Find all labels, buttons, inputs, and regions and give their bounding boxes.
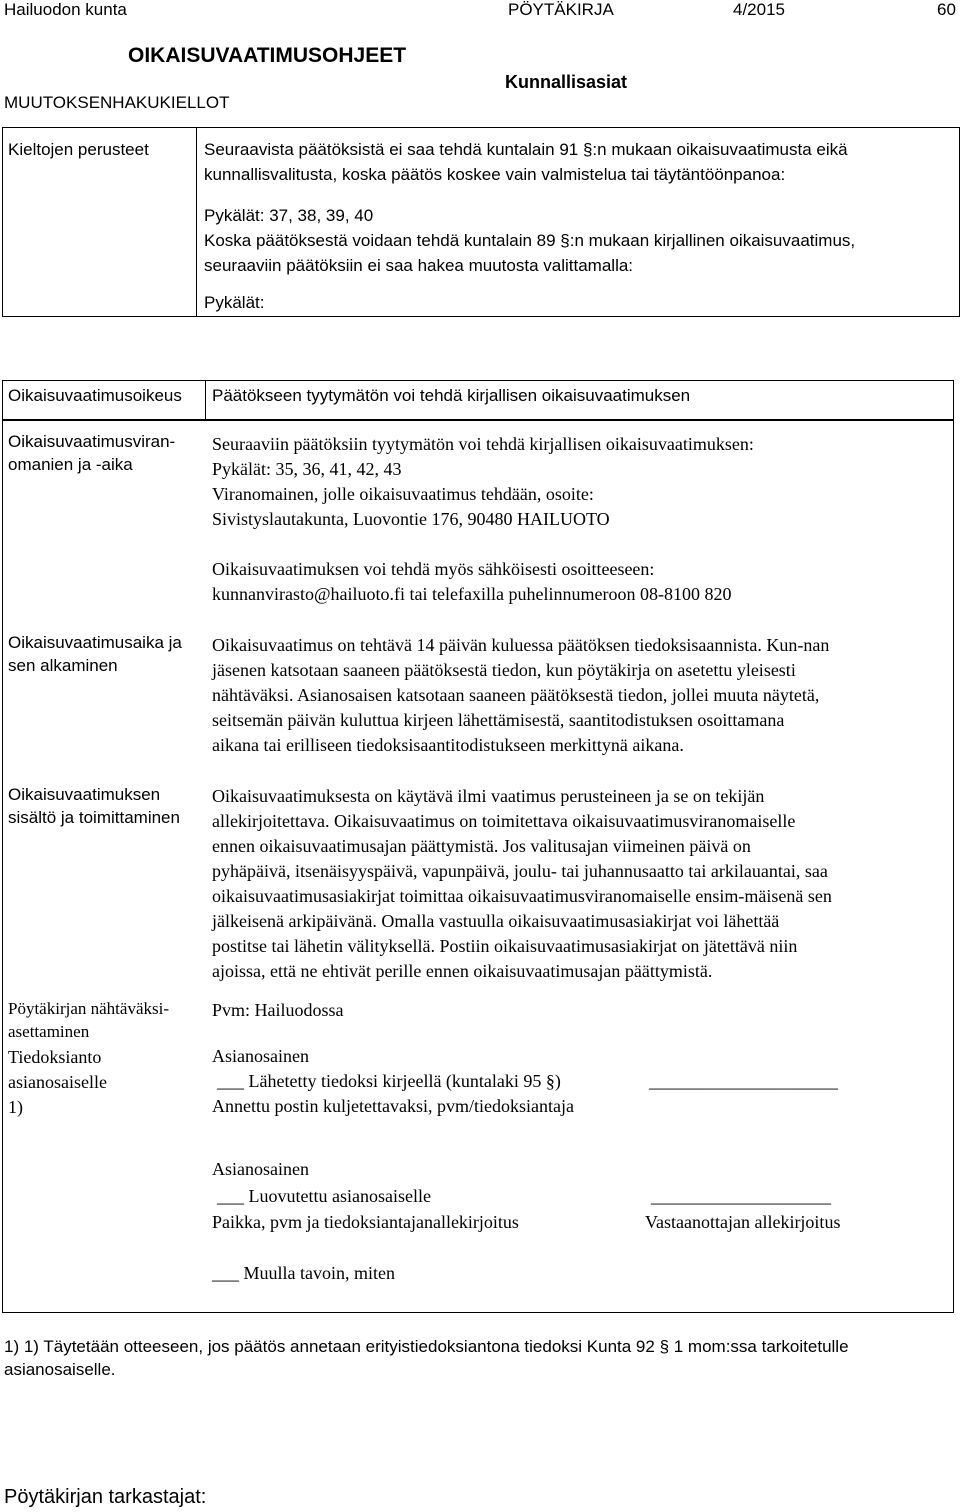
deadline-label-line: Oikaisuvaatimusaika ja [8, 633, 182, 652]
handed-blank-line: ____________________ [651, 1186, 831, 1206]
date-line: Pvm: Hailuodossa [212, 1000, 344, 1020]
content-line: oikaisuvaatimusasiakirjat toimittaa oikaisuvaatimusviranomaiselle ensim-mäisenä sen [212, 886, 832, 906]
reviewers-label: Pöytäkirjan tarkastajat: [4, 1486, 207, 1508]
posted-line: Annettu postin kuljetettavaksi, pvm/tiedoksiantaja [212, 1096, 574, 1116]
content-text [212, 784, 832, 984]
service-label-line: 1) [8, 1097, 23, 1117]
notification-label [8, 997, 169, 1043]
page-title: OIKAISUVAATIMUSOHJEET [128, 44, 407, 67]
prohibitions-label: Kieltojen perusteet [8, 140, 149, 159]
content-line: jälkeisenä arkipäivänä. Omalla vastuulla oikaisuvaatimusasiakirjat voi lähettää [212, 911, 780, 931]
electronic-submission [212, 557, 731, 607]
deadline-line: seitsemän päivän kuluttua kirjeen lähettämisestä, saantitodistuksen osoittamana [212, 710, 785, 730]
electronic-line: kunnanvirasto@hailuoto.fi tai telefaxilla puhelinnumeroon 08-8100 820 [212, 584, 732, 604]
footnote [4, 1335, 849, 1381]
content-line: postitse tai lähetin välityksellä. Postiin oikaisuvaatimusasiakirjat on jätettävä niin [212, 936, 798, 956]
authority-label-line: omanien ja -aika [8, 455, 133, 474]
electronic-line: Oikaisuvaatimuksen voi tehdä myös sähköisesti osoitteeseen: [212, 559, 655, 579]
authority-label [8, 430, 175, 476]
deadline-line: jäsenen katsotaan saaneen päätöksestä tiedon, kun pöytäkirja on asetettu yleisesti [212, 660, 796, 680]
document-type: PÖYTÄKIRJA [508, 0, 614, 19]
section-subtitle: MUUTOKSENHAKUKIELLOT [4, 93, 230, 112]
prohibitions-reason-line: seuraaviin päätöksiin ei saa hakea muutosta valittamalla: [204, 256, 634, 275]
prohibitions-intro-line: Seuraavista päätöksistä ei saa tehdä kuntalain 91 §:n mukaan oikaisuvaatimusta eikä [204, 140, 848, 159]
deadline-text [212, 633, 829, 758]
server-signature-label: Paikka, pvm ja tiedoksiantajanallekirjoitus [212, 1212, 519, 1232]
handed-over-option: ___ Luovutettu asianosaiselle [217, 1186, 431, 1206]
claim-right-text: Päätökseen tyytymätön voi tehdä kirjallisen oikaisuvaatimuksen [212, 386, 691, 405]
prohibitions-sections-1: Pykälät: 37, 38, 39, 40 [204, 206, 374, 225]
deadline-label [8, 631, 182, 677]
authority-line: Sivistyslautakunta, Luovontie 176, 90480 HAILUOTO [212, 509, 610, 529]
prohibitions-intro [204, 137, 848, 187]
content-line: ajoissa, että ne ehtivät perille ennen oikaisuvaatimusajan päättymistä. [212, 961, 713, 981]
party-label-2: Asianosainen [212, 1159, 309, 1179]
deadline-label-line: sen alkaminen [8, 656, 118, 675]
content-line: ennen oikaisuvaatimusajan päättymistä. Jos valitusajan viimeinen päivä on [212, 836, 751, 856]
authority-text [212, 432, 754, 532]
prohibitions-sections-2: Pykälät: [204, 293, 265, 312]
content-line: allekirjoitettava. Oikaisuvaatimus on toimitettava oikaisuvaatimusviranomaiselle [212, 811, 796, 831]
prohibitions-reason-line: Koska päätöksestä voidaan tehdä kuntalain 89 §:n mukaan kirjallinen oikaisuvaatimus, [204, 231, 856, 250]
authority-line: Pykälät: 35, 36, 41, 42, 43 [212, 459, 402, 479]
content-line: Oikaisuvaatimuksesta on käytävä ilmi vaatimus perusteineen ja se on tekijän [212, 786, 765, 806]
notification-label-line: asettaminen [8, 1022, 90, 1041]
footnote-line: 1) 1) Täytetään otteeseen, jos päätös annetaan erityistiedoksiantona tiedoksi Kunta 92 § 1 mom:ssa tarkoitetulle [4, 1337, 849, 1356]
category-title: Kunnallisasiat [505, 72, 628, 92]
prohibitions-reason [204, 228, 855, 278]
authority-label-line: Oikaisuvaatimusviran- [8, 432, 176, 451]
other-method-option: ___ Muulla tavoin, miten [212, 1263, 395, 1283]
sent-blank-line: _____________________ [649, 1071, 838, 1091]
footnote-line: asianosaiselle. [4, 1360, 116, 1379]
authority-line: Seuraaviin päätöksiin tyytymätön voi tehdä kirjallisen oikaisuvaatimuksen: [212, 434, 754, 454]
sent-by-letter-option: ___ Lähetetty tiedoksi kirjeellä (kuntalaki 95 §) [217, 1071, 561, 1091]
recipient-signature-label: Vastaanottajan allekirjoitus [645, 1212, 841, 1232]
page-number: 60 [937, 0, 956, 19]
claim-right-label: Oikaisuvaatimusoikeus [8, 386, 182, 405]
prohibitions-divider [196, 127, 197, 317]
notification-label-line: Pöytäkirjan nähtäväksi- [8, 999, 169, 1018]
prohibitions-intro-line: kunnallisvalitusta, koska päätös koskee vain valmistelua tai täytäntöönpanoa: [204, 165, 786, 184]
authority-line: Viranomainen, jolle oikaisuvaatimus tehdään, osoite: [212, 484, 594, 504]
deadline-line: nähtäväksi. Asianosaisen katsotaan saaneen päätöksestä tiedon, jollei muuta näytetä, [212, 685, 820, 705]
municipality-name: Hailuodon kunta [4, 0, 127, 19]
content-label-line: sisältö ja toimittaminen [8, 808, 180, 827]
service-label [8, 1045, 107, 1120]
claim-right-divider [205, 380, 206, 420]
document-number: 4/2015 [733, 0, 785, 19]
party-label-1: Asianosainen [212, 1046, 309, 1066]
deadline-line: Oikaisuvaatimus on tehtävä 14 päivän kuluessa päätöksen tiedoksisaannista. Kun-nan [212, 635, 830, 655]
deadline-line: aikana tai erilliseen tiedoksisaantitodistukseen merkittynä aikana. [212, 735, 684, 755]
service-label-line: asianosaiselle [8, 1072, 107, 1092]
content-label-line: Oikaisuvaatimuksen [8, 785, 161, 804]
content-line: pyhäpäivä, itsenäisyyspäivä, vapunpäivä, joulu- tai juhannusaatto tai arkilauantai, saa [212, 861, 828, 881]
content-label [8, 783, 180, 829]
service-label-line: Tiedoksianto [8, 1047, 102, 1067]
